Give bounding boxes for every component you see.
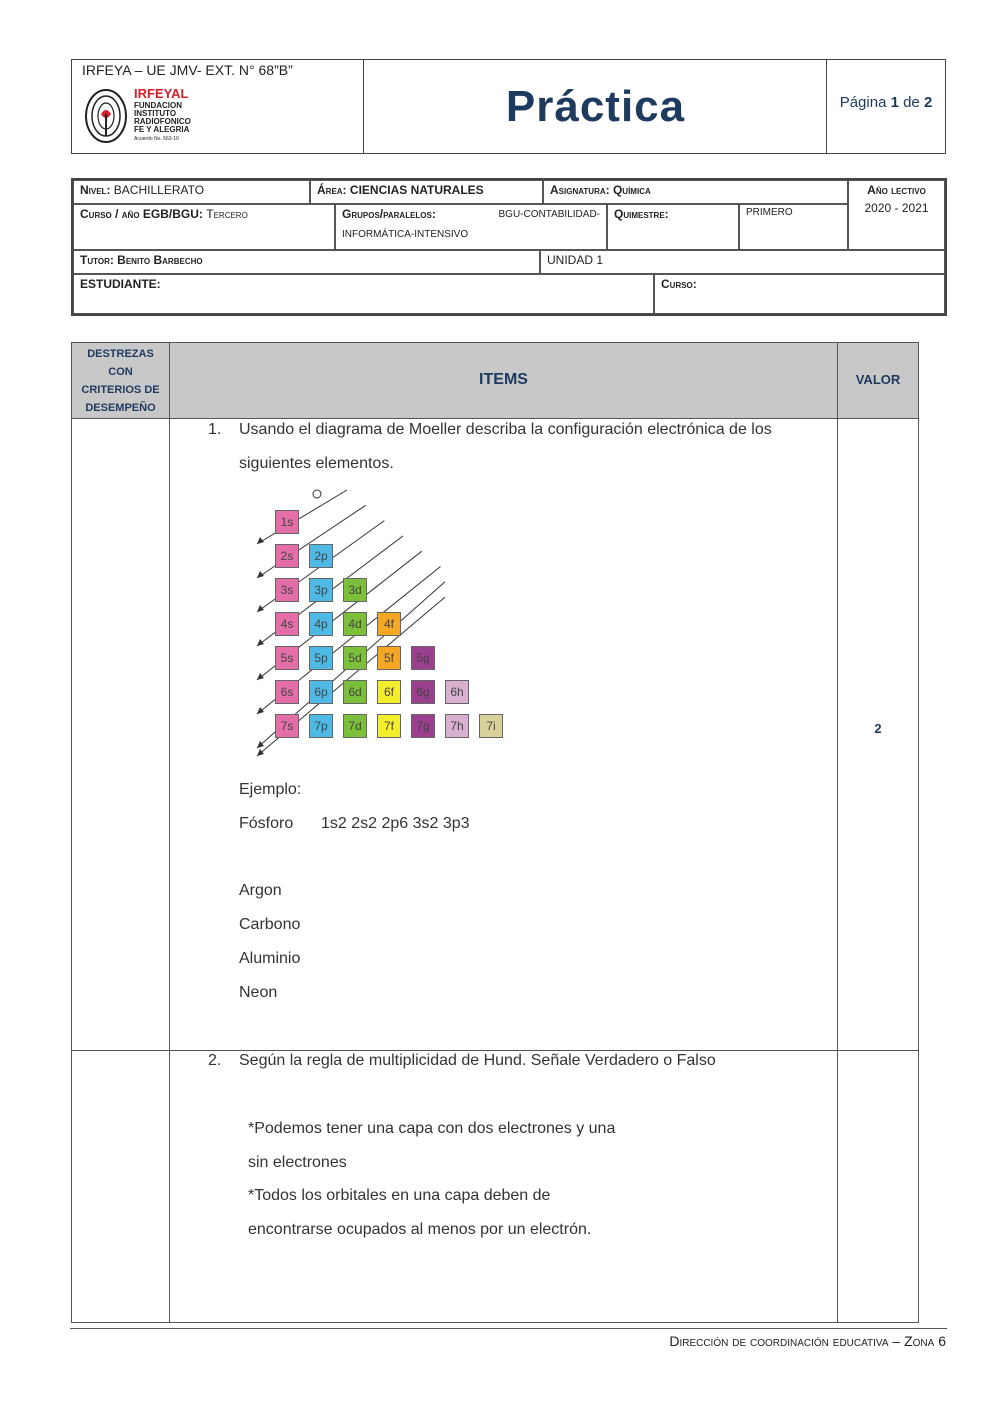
q2-number: 2. xyxy=(208,1052,222,1069)
orbital-7h: 7h xyxy=(445,714,469,738)
asignatura-cell xyxy=(543,180,848,204)
grupos-label: Grupos/paralelos: xyxy=(342,207,436,221)
q2-statement-1-line2: sin electrones xyxy=(248,1154,347,1171)
area-label: Área: xyxy=(317,183,347,197)
nivel-value: BACHILLERATO xyxy=(113,183,205,197)
element-item: Aluminio xyxy=(239,950,301,967)
page-number-cell xyxy=(827,60,945,153)
grupos-value-2: INFORMÁTICA-INTENSIVO xyxy=(342,229,469,240)
orbital-2s: 2s xyxy=(275,544,299,568)
orbital-7g: 7g xyxy=(411,714,435,738)
orbital-5f: 5f xyxy=(377,646,401,670)
q2-text: Según la regla de multiplicidad de Hund. Señale Verdadero o Falso xyxy=(239,1052,716,1069)
moeller-arrowhead xyxy=(257,673,264,680)
quimestre-cell xyxy=(607,204,739,250)
destrezas-cell-1 xyxy=(71,418,170,1051)
tutor-label: Tutor: Benito Barbecho xyxy=(80,253,203,267)
unidad-cell xyxy=(540,250,945,274)
nivel-cell xyxy=(73,180,310,204)
moeller-start-point xyxy=(313,490,321,498)
q2-statement-1-line1: *Podemos tener una capa con dos electrones y una xyxy=(248,1120,616,1137)
svg-text:RADIOFONICO: RADIOFONICO xyxy=(134,117,191,126)
orbital-6s: 6s xyxy=(275,680,299,704)
destrezas-header-line: DESEMPEÑO xyxy=(85,402,156,414)
curso2-label: Curso: xyxy=(661,277,697,291)
orbital-3p: 3p xyxy=(309,578,333,602)
orbital-6p: 6p xyxy=(309,680,333,704)
orbital-4p: 4p xyxy=(309,612,333,636)
orbital-7i: 7i xyxy=(479,714,503,738)
footer-divider xyxy=(70,1328,947,1329)
page-current: 1 xyxy=(890,94,899,111)
curso-value: Tercero xyxy=(206,207,248,221)
estudiante-label: ESTUDIANTE: xyxy=(80,277,161,291)
destrezas-header xyxy=(71,342,170,419)
curso-cell xyxy=(73,204,335,250)
svg-text:FUNDACION: FUNDACION xyxy=(134,101,182,110)
q1-number: 1. xyxy=(208,421,222,438)
irfeyal-logo xyxy=(82,84,217,146)
quimestre-label: Quimestre: xyxy=(614,207,669,221)
page-label: Página xyxy=(839,94,891,111)
moeller-arrowhead xyxy=(257,749,264,756)
page-total: 2 xyxy=(923,94,933,111)
element-item: Carbono xyxy=(239,916,301,933)
orbital-6d: 6d xyxy=(343,680,367,704)
page-label-mid: de xyxy=(898,94,924,111)
curso2-cell xyxy=(654,274,945,314)
q2-statement-2-line1: *Todos los orbitales en una capa deben de xyxy=(248,1187,551,1204)
svg-text:IRFEYAL: IRFEYAL xyxy=(134,86,189,101)
svg-text:FE Y ALEGRIA: FE Y ALEGRIA xyxy=(134,125,190,134)
orbital-4f: 4f xyxy=(377,612,401,636)
q1-value: 2 xyxy=(874,721,882,736)
items-header xyxy=(169,342,838,419)
valor-header-label: VALOR xyxy=(855,372,901,387)
element-item: Neon xyxy=(239,984,278,1001)
destrezas-header-line: CON xyxy=(108,366,133,378)
moeller-arrow xyxy=(257,490,347,544)
orbital-7d: 7d xyxy=(343,714,367,738)
destrezas-cell-2 xyxy=(71,1050,170,1323)
valor-cell-2 xyxy=(837,1050,919,1323)
element-item: Argon xyxy=(239,882,282,899)
svg-text:Acuerdo No. 563-10: Acuerdo No. 563-10 xyxy=(134,136,179,142)
quimestre-value-cell xyxy=(739,204,848,250)
moeller-diagram xyxy=(245,486,515,766)
estudiante-cell xyxy=(73,274,654,314)
anio-label: Año lectivo xyxy=(867,183,926,197)
orbital-7s: 7s xyxy=(275,714,299,738)
orbital-1s: 1s xyxy=(275,510,299,534)
title-cell xyxy=(364,60,827,153)
moeller-arrowhead xyxy=(257,605,264,612)
page-title: Práctica xyxy=(505,82,686,131)
destrezas-header-line: DESTREZAS xyxy=(87,348,154,360)
footer-text: Dirección de coordinación educativa – Zona 6 xyxy=(669,1333,946,1349)
orbital-3s: 3s xyxy=(275,578,299,602)
orbital-5g: 5g xyxy=(411,646,435,670)
area-cell xyxy=(310,180,543,204)
tutor-cell xyxy=(73,250,540,274)
orbital-7p: 7p xyxy=(309,714,333,738)
example-config: 1s2 2s2 2p6 3s2 3p3 xyxy=(321,815,470,832)
grupos-cell xyxy=(335,204,607,250)
anio-cell xyxy=(848,180,945,250)
valor-header xyxy=(837,342,919,419)
document-header xyxy=(71,59,946,154)
orbital-6g: 6g xyxy=(411,680,435,704)
q1-text-line2: siguientes elementos. xyxy=(239,455,394,472)
orbital-3d: 3d xyxy=(343,578,367,602)
orbital-4d: 4d xyxy=(343,612,367,636)
destrezas-header-line: CRITERIOS DE xyxy=(81,384,160,396)
quimestre-value: PRIMERO xyxy=(746,207,793,218)
q2-statement-2-line2: encontrarse ocupados al menos por un electrón. xyxy=(248,1221,592,1238)
nivel-label: Nivel: xyxy=(80,183,111,197)
orbital-2p: 2p xyxy=(309,544,333,568)
area-value: CIENCIAS NATURALES xyxy=(349,183,484,197)
valor-cell-1 xyxy=(837,418,919,1051)
page-number xyxy=(827,94,945,111)
anio-value: 2020 - 2021 xyxy=(864,201,929,215)
grupos-value-1: BGU-CONTABILIDAD- xyxy=(498,209,600,220)
orbital-5d: 5d xyxy=(343,646,367,670)
example-label: Ejemplo: xyxy=(239,781,302,798)
orbital-6f: 6f xyxy=(377,680,401,704)
curso-label: Curso / año EGB/BGU: xyxy=(80,207,203,221)
institution-cell xyxy=(72,60,364,153)
items-header-label: ITEMS xyxy=(479,371,528,388)
moeller-arrowhead xyxy=(257,707,264,714)
orbital-4s: 4s xyxy=(275,612,299,636)
institution-line: IRFEYA – UE JMV- EXT. N° 68”B” xyxy=(82,62,293,78)
info-grid xyxy=(71,178,947,316)
moeller-arrowhead xyxy=(257,741,264,748)
moeller-arrowhead xyxy=(257,639,264,646)
unidad-label: UNIDAD 1 xyxy=(547,253,604,267)
svg-text:INSTITUTO: INSTITUTO xyxy=(134,109,177,118)
asignatura-value: Química xyxy=(612,183,651,197)
example-element: Fósforo xyxy=(239,815,294,832)
orbital-5p: 5p xyxy=(309,646,333,670)
q1-text-line1: Usando el diagrama de Moeller describa la configuración electrónica de los xyxy=(239,421,772,438)
orbital-5s: 5s xyxy=(275,646,299,670)
asignatura-label: Asignatura: xyxy=(550,183,610,197)
orbital-7f: 7f xyxy=(377,714,401,738)
orbital-6h: 6h xyxy=(445,680,469,704)
